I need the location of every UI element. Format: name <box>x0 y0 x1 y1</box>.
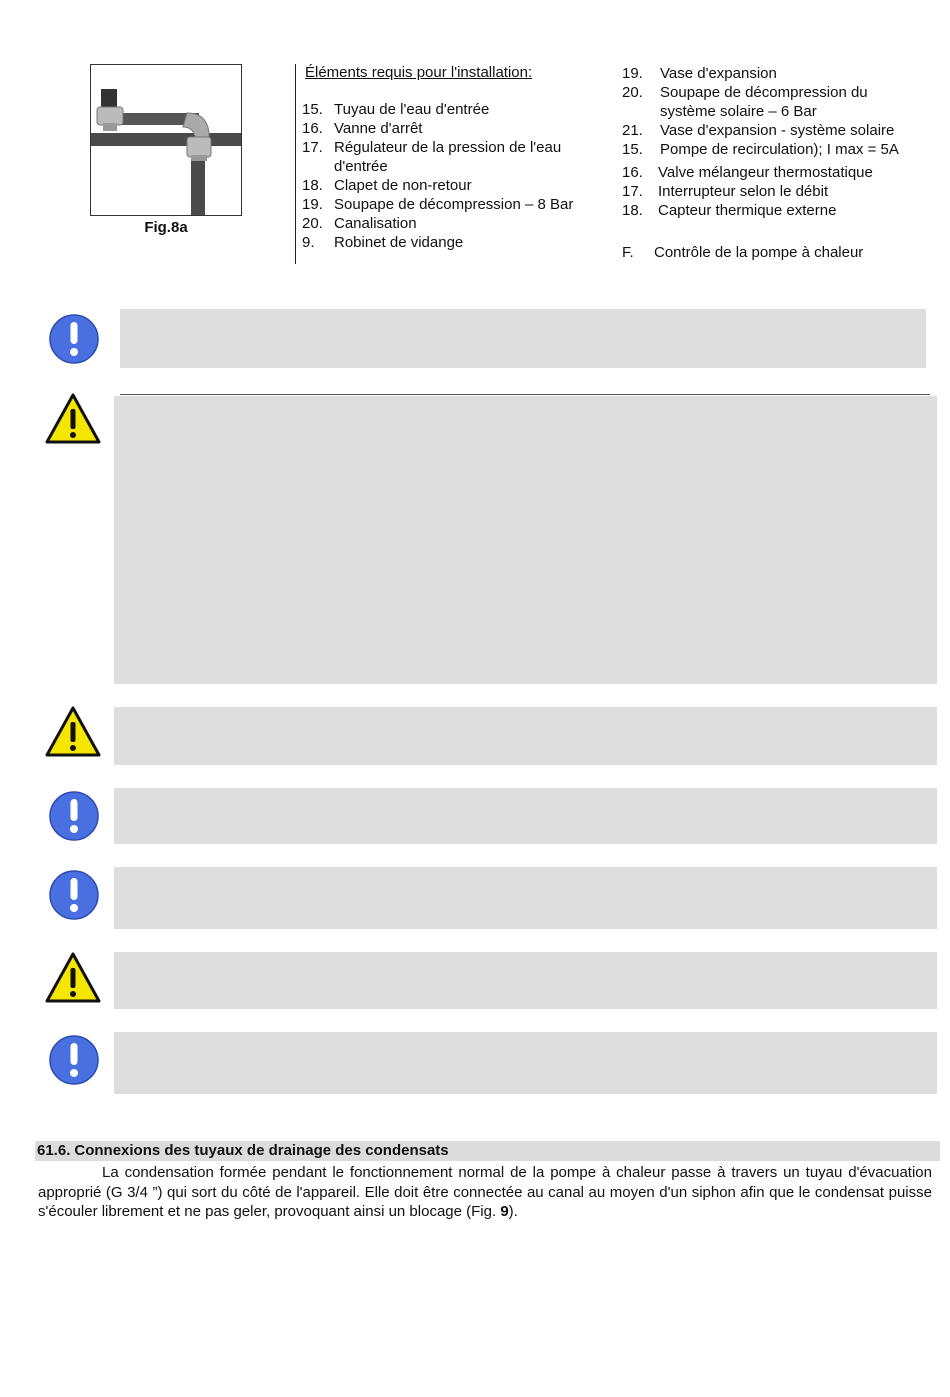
list-item: 16. Vanne d'arrêt <box>302 120 423 137</box>
figure-caption: Fig.8a <box>144 219 188 236</box>
warning-icon <box>44 392 100 448</box>
column-divider <box>295 64 296 264</box>
section-number: 61.6. <box>37 1142 71 1159</box>
list-item: 16. Valve mélangeur thermostatique <box>622 164 873 181</box>
list-item: 15. Pompe de recirculation); I max = 5A <box>622 141 899 158</box>
section-paragraph: La condensation formée pendant le fonctionnement normal de la pompe à chaleur passe à travers un tuyau d'évacuation approprié (G 3/4 ”) qui sort du côté de l'appareil. Elle doit être connectée au canal au moyen d'un siphon afin que le condensat puisse s'écouler librement et ne pas geler, provoquant ainsi un blocage (Fig. 9). <box>38 1164 932 1220</box>
info-icon <box>46 788 102 844</box>
notice-box <box>114 788 937 844</box>
pipe-diagram-image <box>91 65 241 215</box>
list-title: Éléments requis pour l'installation: <box>305 64 533 81</box>
warning-box <box>114 707 937 765</box>
info-icon <box>46 867 102 923</box>
warning-box <box>114 952 937 1009</box>
warning-icon <box>44 705 100 761</box>
required-elements-list <box>302 64 605 252</box>
warning-icon <box>44 951 100 1007</box>
section-title: Connexions des tuyaux de drainage des condensats <box>74 1142 449 1159</box>
list-item: 20. Canalisation <box>302 215 417 232</box>
list-item: 19. Soupape de décompression – 8 Bar <box>302 196 574 213</box>
list-item: 19. Vase d'expansion <box>622 65 777 82</box>
list-item: 17. Interrupteur selon le débit <box>622 183 829 200</box>
components-list <box>622 64 937 262</box>
divider <box>120 394 930 395</box>
list-item: 20. Soupape de décompression du système solaire – 6 Bar <box>622 84 868 120</box>
notice-box <box>114 1032 937 1094</box>
notice-box <box>114 867 937 929</box>
section-heading <box>35 1141 940 1161</box>
warning-box <box>114 396 937 684</box>
list-item: 18. Capteur thermique externe <box>622 202 837 219</box>
figure-8a <box>90 64 242 216</box>
info-icon <box>46 311 102 367</box>
list-item: 17. Régulateur de la pression de l'eau d'entrée <box>302 139 562 175</box>
notice-box <box>120 309 926 368</box>
list-item: 9. Robinet de vidange <box>302 234 464 251</box>
list-item: 21. Vase d'expansion - système solaire <box>622 122 895 139</box>
list-item: 15. Tuyau de l'eau d'entrée <box>302 101 490 118</box>
list-item: 18. Clapet de non-retour <box>302 177 472 194</box>
info-icon <box>46 1032 102 1088</box>
list-item: F. Contrôle de la pompe à chaleur <box>622 244 864 261</box>
